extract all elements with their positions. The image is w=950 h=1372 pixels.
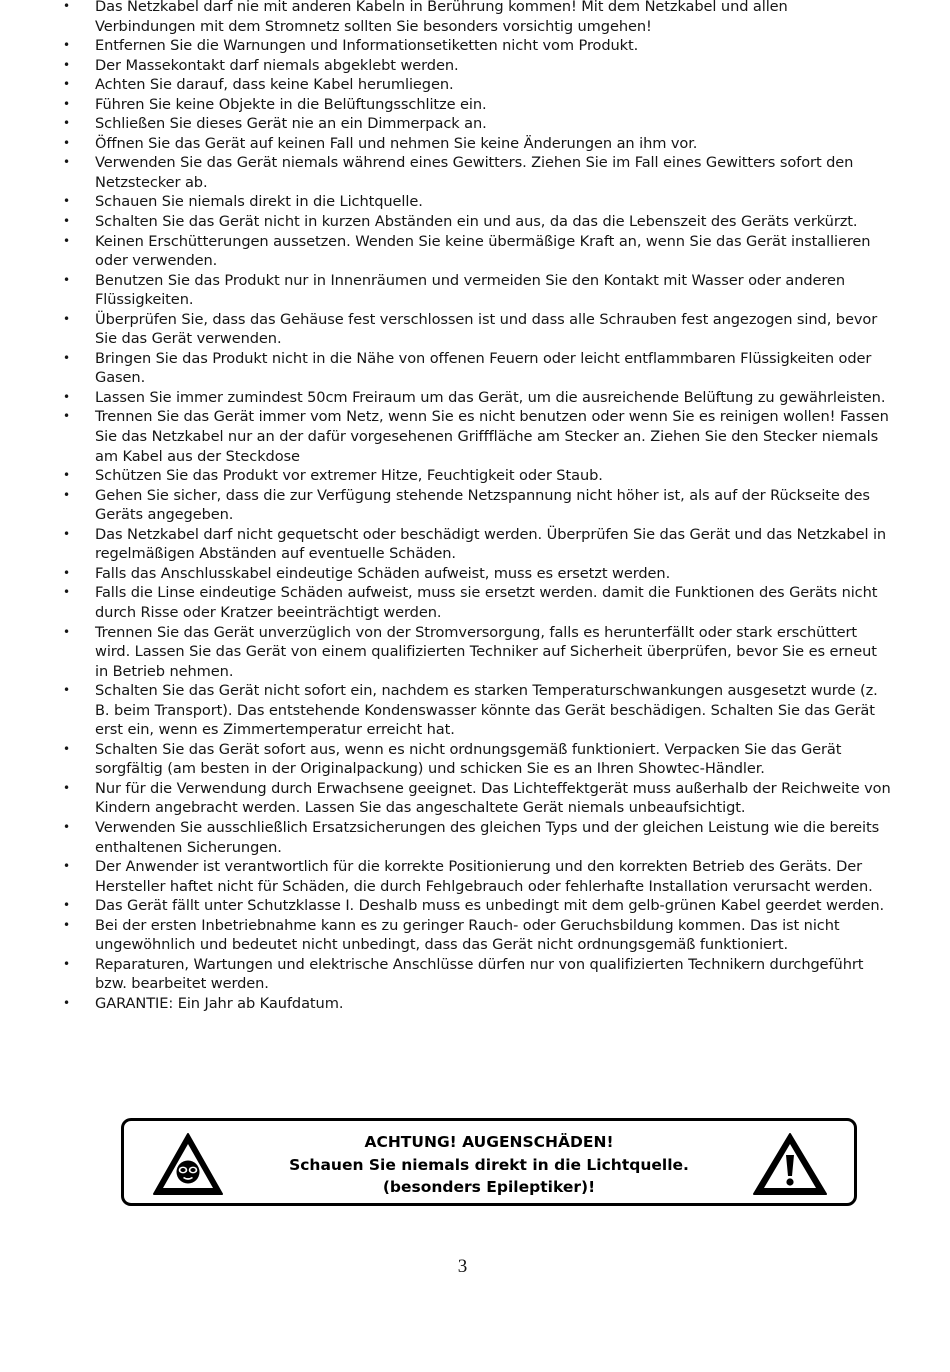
warning-line-2: Schauen Sie niemals direkt in die Lichtquelle. [289, 1155, 689, 1174]
eye-damage-warning-box [121, 1118, 857, 1206]
bullet-icon: • [63, 956, 70, 971]
exclamation-warning-icon [752, 1131, 828, 1197]
list-item [62, 818, 892, 857]
bullet-icon: • [63, 233, 70, 248]
list-item-text: Das Netzkabel darf nicht gequetscht oder beschädigt werden. Überprüfen Sie das Gerät und das Netzkabel in regelmäßigen Abständen auf eventuelle Schäden. [95, 525, 887, 563]
bullet-icon: • [63, 409, 70, 424]
list-item-text: Bei der ersten Inbetriebnahme kann es zu geringer Rauch- oder Geruchsbildung kommen. Das ist nicht ungewöhnlich und bedeutet nicht unbedingt, dass das Gerät nicht ordnungsgemäß funktioniert. [95, 916, 840, 954]
bullet-icon: • [63, 780, 70, 795]
bullet-icon: • [63, 350, 70, 365]
list-item [62, 466, 892, 486]
list-item-text: Schützen Sie das Produkt vor extremer Hitze, Feuchtigkeit oder Staub. [95, 467, 603, 485]
list-item-text: Bringen Sie das Produkt nicht in die Nähe von offenen Feuern oder leicht entflammbaren Flüssigkeiten oder Gasen. [95, 349, 872, 387]
bullet-icon: • [63, 96, 70, 111]
bullet-icon: • [63, 0, 70, 13]
bullet-icon: • [63, 38, 70, 53]
list-item-text: Öffnen Sie das Gerät auf keinen Fall und nehmen Sie keine Änderungen an ihm vor. [95, 134, 698, 152]
list-item [62, 564, 892, 584]
list-item [62, 271, 892, 310]
list-item [62, 779, 892, 818]
list-item-text: Falls die Linse eindeutige Schäden aufweist, muss sie ersetzt werden. damit die Funktionen des Geräts nicht durch Risse oder Kratzer beeinträchtigt werden. [95, 584, 878, 621]
list-item [62, 153, 892, 192]
bullet-icon: • [63, 135, 70, 150]
list-item-text: Der Massekontakt darf niemals abgeklebt werden. [95, 56, 459, 74]
list-item-text: Nur für die Verwendung durch Erwachsene geeignet. Das Lichteffektgerät muss außerhalb der Reichweite von Kindern angebracht werden. Lassen Sie das angeschaltete Gerät niemals unbeaufsichtigt. [95, 779, 891, 817]
list-item [62, 681, 892, 740]
warning-line-3: (besonders Epileptiker)! [382, 1178, 596, 1196]
list-item-text: Schließen Sie dieses Gerät nie an ein Dimmerpack an. [95, 115, 487, 133]
list-item [62, 994, 892, 1014]
bullet-icon: • [63, 57, 70, 72]
list-item-text: Trennen Sie das Gerät unverzüglich von der Stromversorgung, falls es herunterfällt oder stark erschüttert wird. Lassen Sie das Gerät von einem qualifizierten Techniker auf Sicherheit überprüfen, bevor Sie es erneut in Betrieb nehmen. [95, 623, 877, 680]
bullet-icon: • [63, 116, 70, 131]
list-item [62, 740, 892, 779]
list-item-text: Gehen Sie sicher, dass die zur Verfügung stehende Netzspannung nicht höher ist, als auf der Rückseite des Geräts angegeben. [95, 486, 870, 524]
list-item-text: Entfernen Sie die Warnungen und Informationsetiketten nicht vom Produkt. [95, 37, 639, 55]
list-item [62, 212, 892, 232]
bullet-icon: • [63, 565, 70, 580]
list-item [62, 583, 892, 622]
list-item-text: Das Netzkabel darf nie mit anderen Kabeln in Berührung kommen! Mit dem Netzkabel und allen Verbindungen mit dem Stromnetz sollten Sie besonders vorsichtig umgehen! [95, 0, 788, 35]
list-item-text: Überprüfen Sie, dass das Gehäuse fest verschlossen ist und dass alle Schrauben fest angezogen sind, bevor Sie das Gerät verwenden. [95, 310, 878, 348]
list-item [62, 388, 892, 408]
bullet-icon: • [63, 311, 70, 326]
bullet-icon: • [63, 155, 70, 170]
list-item [62, 192, 892, 212]
list-item [62, 407, 892, 466]
list-item-text: Benutzen Sie das Produkt nur in Innenräumen und vermeiden Sie den Kontakt mit Wasser oder anderen Flüssigkeiten. [95, 271, 846, 309]
list-item [62, 0, 892, 36]
list-item [62, 232, 892, 271]
bullet-icon: • [63, 917, 70, 932]
bullet-icon: • [63, 585, 70, 600]
list-item-text: Schalten Sie das Gerät nicht in kurzen Abständen ein und aus, da das die Lebenszeit des Geräts verkürzt. [95, 213, 858, 231]
list-item-text: Schauen Sie niemals direkt in die Lichtquelle. [95, 193, 423, 211]
list-item-text: Reparaturen, Wartungen und elektrische Anschlüsse dürfen nur von qualifizierten Technikern durchgeführt bzw. bearbeitet werden. [95, 955, 864, 993]
list-item [62, 857, 892, 896]
list-item-text: Führen Sie keine Objekte in die Belüftungsschlitze ein. [95, 95, 487, 113]
list-item [62, 56, 892, 76]
list-item-text: Schalten Sie das Gerät sofort aus, wenn es nicht ordnungsgemäß funktioniert. Verpacken Sie das Gerät sorgfältig (am besten in der Originalpackung) und schicken Sie es an Ihren Showtec-Händler. [95, 740, 842, 778]
bullet-icon: • [63, 487, 70, 502]
list-item [62, 95, 892, 115]
bullet-icon: • [63, 898, 70, 913]
list-item [62, 916, 892, 955]
list-item [62, 623, 892, 682]
list-item-text: Keinen Erschütterungen aussetzen. Wenden Sie keine übermäßige Kraft an, wenn Sie das Gerät installieren oder verwenden. [95, 232, 871, 270]
bullet-icon: • [63, 683, 70, 698]
safety-instructions-list [62, 0, 892, 1013]
list-item-text: Trennen Sie das Gerät immer vom Netz, wenn Sie es nicht benutzen oder wenn Sie es reinigen wollen! Fassen Sie das Netzkabel nur an der dafür vorgesehenen Grifffläche am Stecker an. Ziehen Sie den Stecker niemals am Kabel aus der Steckdose [95, 408, 889, 465]
eye-protection-warning-icon [152, 1131, 224, 1197]
bullet-icon: • [63, 859, 70, 874]
list-item [62, 36, 892, 56]
list-item [62, 349, 892, 388]
list-item [62, 75, 892, 95]
list-item-text: Falls das Anschlusskabel eindeutige Schäden aufweist, muss es ersetzt werden. [95, 564, 671, 582]
list-item-text: Schalten Sie das Gerät nicht sofort ein, nachdem es starken Temperaturschwankungen ausgesetzt wurde (z. B. beim Transport). Das entstehende Kondenswasser könnte das Gerät beschädigen. Schalten Sie das Gerät erst ein, wenn es Zimmertemperatur erreicht hat. [95, 682, 878, 739]
warning-line-1: ACHTUNG! AUGENSCHÄDEN! [364, 1133, 614, 1151]
list-item [62, 896, 892, 916]
list-item [62, 310, 892, 349]
bullet-icon: • [63, 819, 70, 834]
bullet-icon: • [63, 526, 70, 541]
list-item [62, 955, 892, 994]
list-item [62, 486, 892, 525]
list-item-text: Lassen Sie immer zumindest 50cm Freiraum um das Gerät, um die ausreichende Belüftung zu gewährleisten. [95, 388, 886, 406]
bullet-icon: • [63, 214, 70, 229]
list-item-text: Der Anwender ist verantwortlich für die korrekte Positionierung und den korrekten Betrieb des Geräts. Der Hersteller haftet nicht für Schäden, die durch Fehlgebrauch oder fehlerhafte Installation verursacht werden. [95, 858, 873, 895]
bullet-icon: • [63, 389, 70, 404]
page-number: 3 [457, 1256, 468, 1277]
warning-text [234, 1131, 744, 1199]
bullet-icon: • [63, 77, 70, 92]
bullet-icon: • [63, 194, 70, 209]
list-item [62, 134, 892, 154]
bullet-icon: • [63, 741, 70, 756]
bullet-icon: • [63, 272, 70, 287]
list-item [62, 114, 892, 134]
bullet-icon: • [63, 995, 70, 1010]
bullet-icon: • [63, 468, 70, 483]
list-item [62, 525, 892, 564]
list-item-text: Das Gerät fällt unter Schutzklasse I. Deshalb muss es unbedingt mit dem gelb-grünen Kabel geerdet werden. [95, 897, 885, 915]
list-item-text: GARANTIE: Ein Jahr ab Kaufdatum. [95, 994, 344, 1012]
list-item-text: Achten Sie darauf, dass keine Kabel herumliegen. [95, 76, 454, 94]
list-item-text: Verwenden Sie das Gerät niemals während eines Gewitters. Ziehen Sie im Fall eines Gewitters sofort den Netzstecker ab. [95, 154, 854, 191]
bullet-icon: • [63, 624, 70, 639]
list-item-text: Verwenden Sie ausschließlich Ersatzsicherungen des gleichen Typs und der gleichen Leistung wie die bereits enthaltenen Sicherungen. [95, 818, 880, 856]
